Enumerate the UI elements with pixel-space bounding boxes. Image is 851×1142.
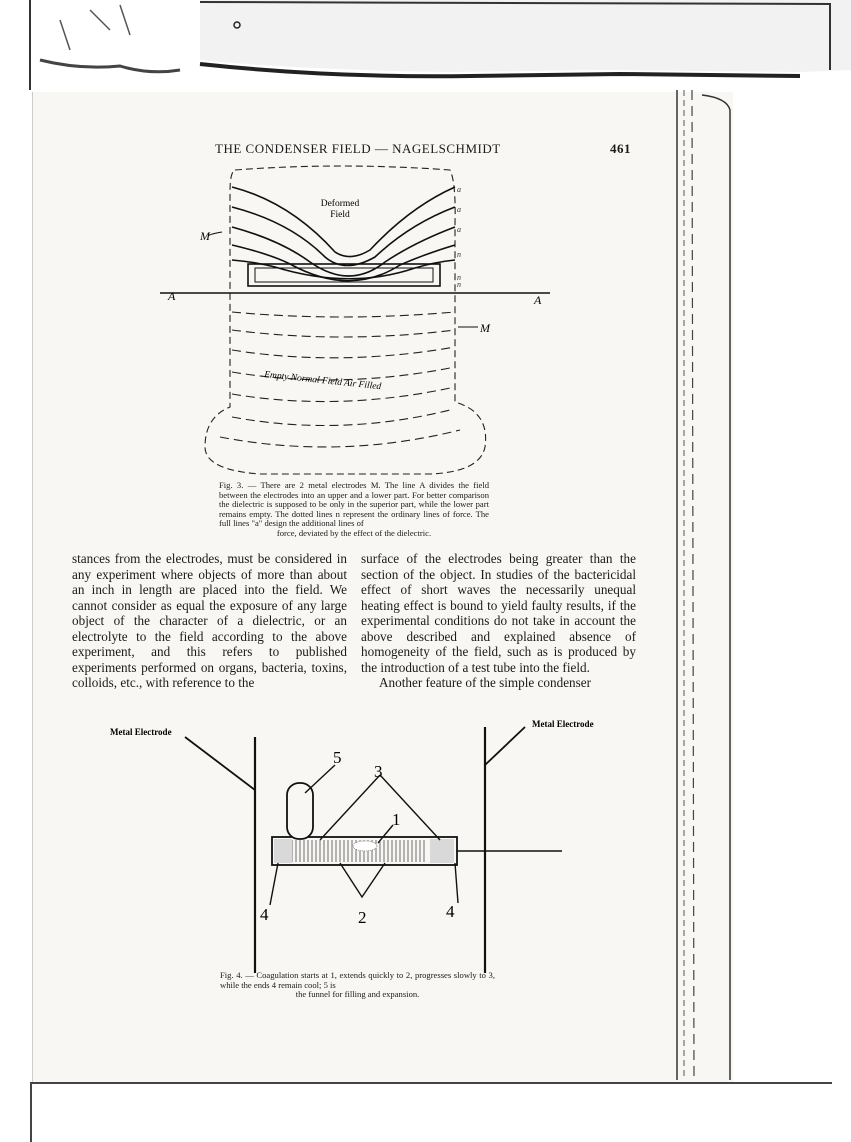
label-1: 1 — [392, 810, 401, 829]
label-electrode-left: Metal Electrode — [110, 727, 172, 737]
figure-4-diagram — [100, 715, 620, 980]
left-column-text: stances from the electrodes, must be considered in any experiment where objects of more than about an inch in length are placed into the field. We cannot consider as equal the exposure of any large object of the character of a dielectric, or an electrolyte to the field according to the above experiment, and this refers to published experiments performed on organs, bacteria, toxins, colloids, etc., with reference to the — [72, 551, 347, 690]
running-head-title: THE CONDENSER FIELD — NAGELSCHMIDT — [215, 141, 501, 156]
svg-text:a: a — [457, 205, 461, 214]
label-4-right: 4 — [446, 902, 455, 921]
scan-bottom-strip — [30, 1082, 832, 1142]
label-normal-field: Empty Normal Field Air Filled — [263, 370, 382, 393]
figure-3-caption-main: Fig. 3. — There are 2 metal electrodes M. The line A divides the field between the electrodes into an upper and a lower part. For better comparison the dielectric is supposed to be only in the superior part, while the lower part remains empty. The dotted lines n represent the ordinary lines of force. The full lines "a" design the additional lines of — [219, 480, 489, 529]
page-edge-shadow — [672, 90, 732, 1080]
page-number: 461 — [610, 141, 631, 156]
label-m-bottom: M — [480, 321, 490, 335]
svg-text:n: n — [457, 250, 461, 259]
right-column-paragraph-1: surface of the electrodes being greater than the section of the object. In studies of the bactericidal effect of short waves the necessarily unequal heating effect is bound to yield faulty results, if the experimental conditions do not take in account the above described and explained absence of homogeneity of the field, such as is produced by the introduction of a test tube into the field. — [361, 551, 636, 675]
right-column — [361, 551, 636, 691]
label-5: 5 — [333, 748, 342, 767]
label-a-left: A — [168, 289, 176, 303]
figure-4-caption-main: Fig. 4. — Coagulation starts at 1, extends quickly to 2, progresses slowly to 3, while the ends 4 remain cool; 5 is — [220, 970, 495, 990]
label-2: 2 — [358, 908, 367, 927]
figure-4-caption — [220, 971, 495, 1000]
label-m-top: M — [200, 229, 210, 243]
label-electrode-right: Metal Electrode — [532, 719, 594, 729]
test-tube — [272, 837, 457, 865]
svg-text:n: n — [457, 273, 461, 282]
svg-text:a: a — [457, 225, 461, 234]
left-column — [72, 551, 347, 691]
figure-4-caption-end: the funnel for filling and expansion. — [295, 989, 420, 1000]
funnel — [287, 783, 313, 839]
label-4-left: 4 — [260, 905, 269, 924]
label-3: 3 — [374, 762, 383, 781]
label-field: Field — [330, 210, 350, 220]
figure-3-diagram — [160, 162, 550, 480]
right-column-paragraph-2: Another feature of the simple condenser — [379, 675, 592, 690]
label-deformed: Deformed — [320, 199, 360, 209]
scan-top-border — [0, 0, 851, 92]
figure-3-caption — [219, 481, 489, 539]
label-a-right: A — [534, 293, 542, 307]
svg-text:a: a — [457, 185, 461, 194]
figure-3-caption-end: force, deviated by the effect of the dielectric. — [276, 527, 432, 538]
svg-text:n: n — [457, 280, 461, 289]
